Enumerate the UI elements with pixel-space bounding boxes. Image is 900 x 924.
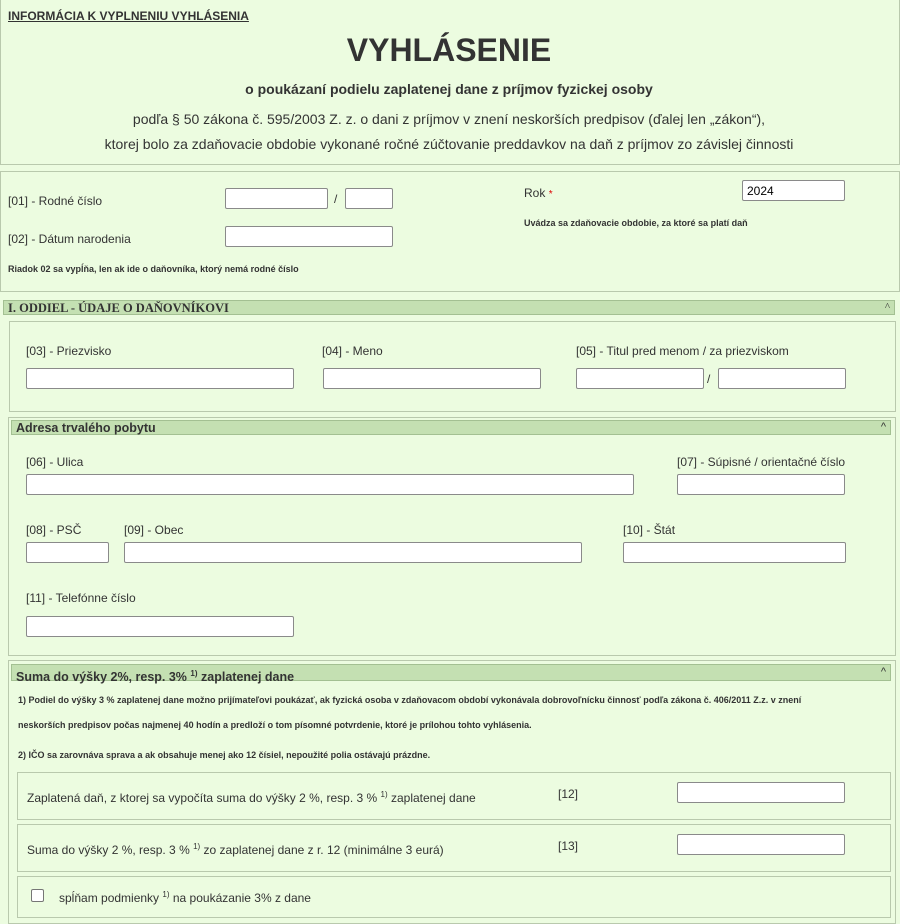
suma-title-sup: 1) [190, 669, 198, 678]
info-link[interactable]: INFORMÁCIA K VYPLNENIU VYHLÁSENIA [8, 9, 249, 23]
row12-label [27, 790, 476, 805]
priezvisko-input[interactable] [26, 368, 294, 389]
rok-label-text: Rok [524, 186, 546, 200]
row13-label-pre: Suma do výšky 2 %, resp. 3 % [27, 843, 190, 857]
rok-label [524, 186, 553, 200]
note-2: 2) IČO sa zarovnáva sprava a ak obsahuje menej ako 12 čísiel, nepoužité polia ostávajú prázdne. [18, 750, 431, 760]
stat-label: [10] - Štát [623, 523, 676, 537]
required-mark: * [548, 189, 553, 200]
telefon-input[interactable] [26, 616, 294, 637]
obec-input[interactable] [124, 542, 582, 563]
podmienky-label-pre: spĺňam podmienky [59, 891, 160, 905]
note-1-line2: neskorších predpisov počas najmenej 40 hodín a predloží o tom písomné potvrdenie, ktoré je prílohou tohto vyhlásenia. [18, 720, 532, 730]
podmienky-label-post: na poukázanie 3% z dane [172, 891, 311, 905]
priezvisko-label: [03] - Priezvisko [26, 344, 112, 358]
podmienky-label [59, 890, 311, 905]
datum-narodenia-input[interactable] [225, 226, 393, 247]
ulica-label: [06] - Ulica [26, 455, 84, 469]
section1-panel [9, 321, 896, 412]
legal-basis-line2: ktorej bolo za zdaňovacie obdobie vykonané ročné zúčtovanie preddavkov na daň z príjmov zo závislej činnosti [104, 136, 794, 152]
supisne-cislo-input[interactable] [677, 474, 845, 495]
podmienky-checkbox[interactable] [31, 889, 44, 902]
collapse-icon[interactable]: ^ [880, 421, 886, 433]
page-title: VYHLÁSENIE [346, 32, 552, 68]
rodne-cislo-slash: / [334, 192, 338, 206]
row12-label-post: zaplatenej dane [390, 791, 476, 805]
rok-input[interactable] [742, 180, 845, 201]
ulica-input[interactable] [26, 474, 634, 495]
psc-label: [08] - PSČ [26, 523, 82, 537]
section1-title: I. ODDIEL - ÚDAJE O DAŇOVNÍKOVI [8, 301, 229, 315]
datum-narodenia-note: Riadok 02 sa vypĺňa, len ak ide o daňovníka, ktorý nemá rodné číslo [8, 264, 299, 274]
titul-slash: / [707, 372, 711, 386]
row13-label [27, 842, 444, 857]
suma-title-pre: Suma do výšky 2%, resp. 3% [16, 670, 187, 685]
obec-label: [09] - Obec [124, 523, 184, 537]
meno-label: [04] - Meno [322, 344, 383, 358]
collapse-icon[interactable]: ^ [880, 666, 886, 678]
titul-za-input[interactable] [718, 368, 846, 389]
telefon-label: [11] - Telefónne číslo [26, 591, 136, 605]
collapse-icon[interactable]: ^ [884, 301, 890, 313]
rodne-cislo-input-part2[interactable] [345, 188, 393, 209]
note-1-line1: 1) Podiel do výšky 3 % zaplatenej dane možno prijímateľovi poukázať, ak fyzická osoba v zdaňovacom období vykonávala dobrovoľnícku činnosť podľa zákona č. 406/2011 Z.z. v znení [18, 695, 802, 705]
zaplatena-dan-input[interactable] [677, 782, 845, 803]
row13-label-sup: 1) [193, 842, 201, 851]
address-title: Adresa trvalého pobytu [16, 421, 156, 435]
suma-input[interactable] [677, 834, 845, 855]
podmienky-label-sup: 1) [162, 890, 170, 899]
psc-input[interactable] [26, 542, 109, 563]
row12-label-sup: 1) [380, 790, 388, 799]
page-subtitle: o poukázaní podielu zaplatenej dane z príjmov fyzickej osoby [245, 81, 653, 97]
supisne-cislo-label: [07] - Súpisné / orientačné číslo [677, 455, 846, 469]
address-header[interactable] [11, 420, 891, 435]
rodne-cislo-label: [01] - Rodné číslo [8, 194, 103, 208]
rok-note: Uvádza sa zdaňovacie obdobie, za ktoré sa platí daň [524, 218, 748, 228]
rodne-cislo-input-part1[interactable] [225, 188, 328, 209]
datum-narodenia-label: [02] - Dátum narodenia [8, 232, 131, 246]
titul-pred-input[interactable] [576, 368, 704, 389]
titul-label: [05] - Titul pred menom / za priezviskom [576, 344, 789, 358]
row12-label-pre: Zaplatená daň, z ktorej sa vypočíta suma do výšky 2 %, resp. 3 % [27, 791, 378, 805]
section1-header[interactable] [3, 300, 895, 315]
row13-label-post: zo zaplatenej dane z r. 12 (minimálne 3 eurá) [203, 843, 444, 857]
legal-basis-line1: podľa § 50 zákona č. 595/2003 Z. z. o dani z príjmov v znení neskorších predpisov (ďalej len „zákon“), [132, 111, 766, 127]
suma-title-post: zaplatenej dane [201, 670, 295, 685]
row13-code: [13] [558, 839, 579, 853]
row12-code: [12] [558, 787, 579, 801]
suma-header[interactable] [11, 664, 891, 685]
meno-input[interactable] [323, 368, 541, 389]
stat-input[interactable] [623, 542, 846, 563]
